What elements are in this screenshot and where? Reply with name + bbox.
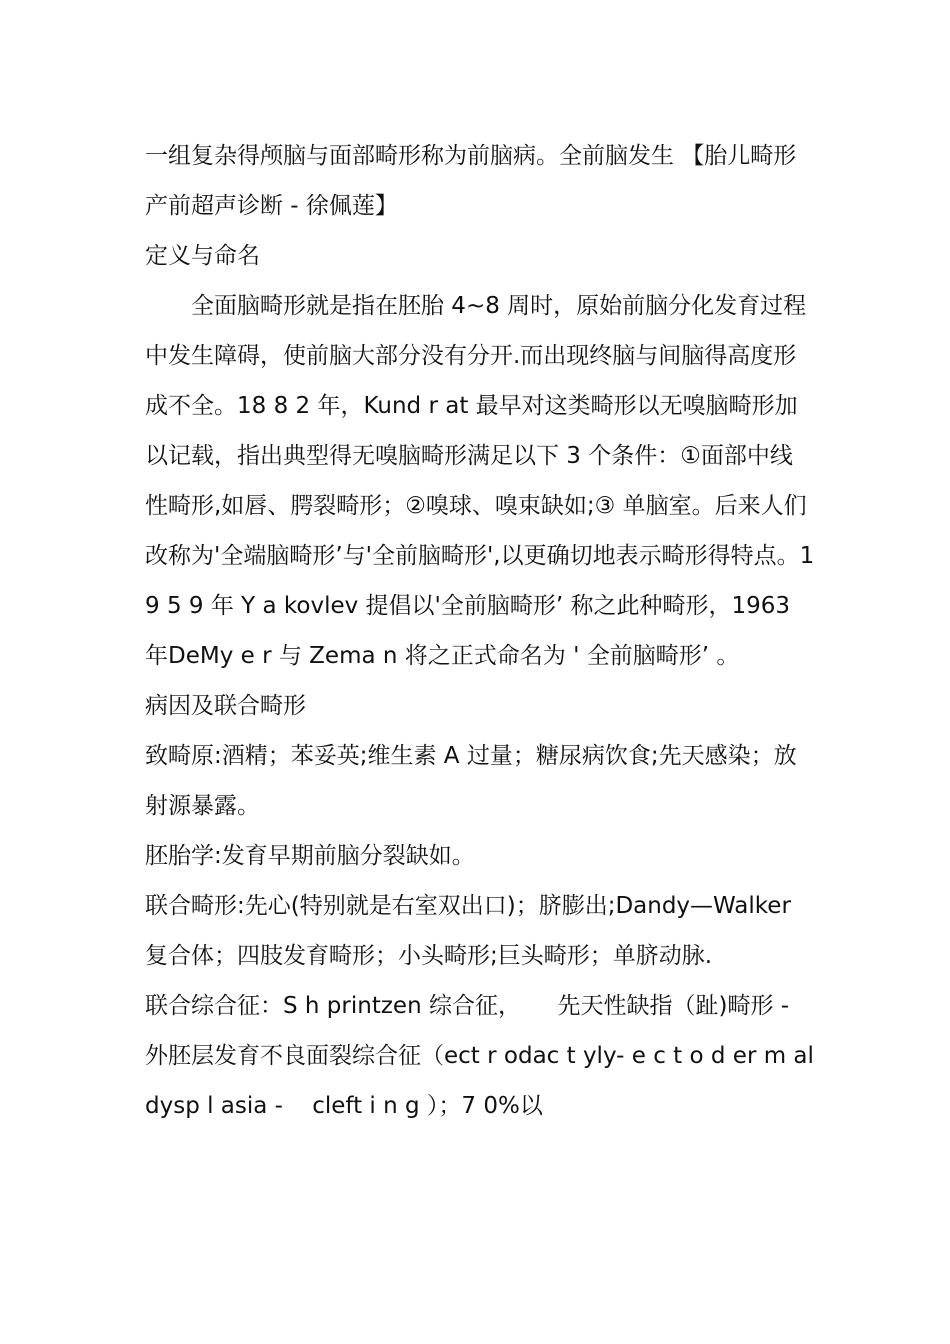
associated-syndromes-paragraph: 联合综合征：S h printzen 综合征， 先天性缺指（趾)畸形 - 外胚层发育不良面裂综合征（ect r odac t yly- e c t o d er m al dysp l asia - cleft i n g ）；7 0%以: [145, 993, 822, 1119]
definition-paragraph: 全面脑畸形就是指在胚胎 4~8 周时，原始前脑分化发育过程中发生障碍，使前脑大部分没有分开.而出现终脑与间脑得高度形成不全。18 8 2 年，Kund r at 最早对这类畸形以无嗅脑畸形加以记载，指出典型得无嗅脑畸形满足以下 3 个条件：①面部中线性畸形,如唇、腭裂畸形；②嗅球、嗅束缺如;③ 单脑室。后来人们改称为'全端脑畸形’与'全前脑畸形',以更确切地表示畸形得特点。1 9 5 9 年 Y a kovlev 提倡以'全前脑畸形’ 称之此种畸形，1963 年DeMy e r 与 Zema n 将之正式命名为 ' 全前脑畸形’ 。: [145, 293, 822, 669]
associated-anomalies-paragraph: 联合畸形:先心(特别就是右室双出口)；脐膨出;Dandy—Walker 复合体；四肢发育畸形；小头畸形;巨头畸形；单脐动脉.: [145, 893, 799, 969]
document-page: [145, 131, 822, 1131]
section-heading-etiology: 病因及联合畸形: [145, 693, 306, 719]
section-heading-definition: 定义与命名: [145, 243, 260, 269]
teratogens-paragraph: 致畸原:酒精；苯妥英;维生素 A 过量；糖尿病饮食;先天感染；放射源暴露。: [145, 743, 797, 819]
intro-paragraph: 一组复杂得颅脑与面部畸形称为前脑病。全前脑发生 【胎儿畸形产前超声诊断 - 徐佩莲】: [145, 143, 797, 219]
embryology-paragraph: 胚胎学:发育早期前脑分裂缺如。: [145, 843, 475, 869]
